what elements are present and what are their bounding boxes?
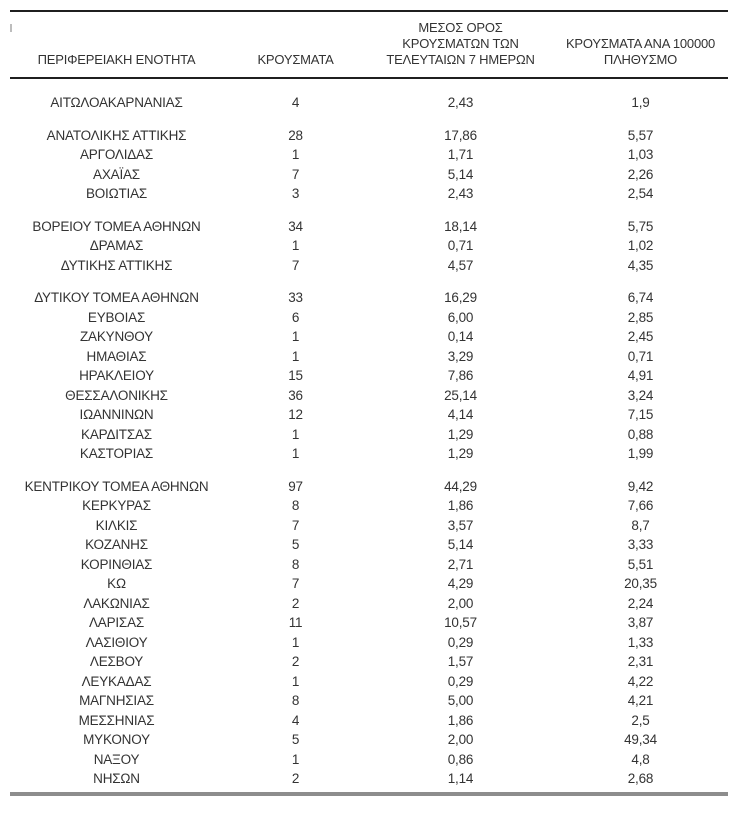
region-cell: ΑΝΑΤΟΛΙΚΗΣ ΑΤΤΙΚΗΣ	[46, 127, 187, 143]
per100k-cell: 9,42	[627, 478, 654, 494]
table-row	[10, 308, 728, 328]
column-header-label: ΚΡΟΥΣΜΑΤΑ	[257, 52, 334, 67]
avg7day-cell: 0,29	[447, 673, 474, 689]
column-header-regional-unit	[10, 52, 223, 73]
per100k-cell: 2,5	[631, 712, 650, 728]
cases-cell: 7	[291, 166, 300, 182]
cases-cell: 1	[291, 446, 300, 462]
avg7day-cell: 1,14	[447, 771, 474, 787]
region-cell: ΖΑΚΥΝΘΟΥ	[80, 329, 153, 345]
per100k-cell: 1,9	[631, 95, 650, 111]
cases-cell: 15	[288, 368, 303, 384]
avg7day-cell: 2,71	[447, 556, 474, 572]
region-cell: ΚΑΣΤΟΡΙΑΣ	[79, 446, 154, 462]
table-row	[10, 633, 728, 653]
cases-cell: 1	[291, 238, 300, 254]
per100k-cell: 3,33	[627, 537, 654, 553]
table-row	[10, 594, 728, 614]
avg7day-cell: 0,86	[447, 751, 474, 767]
avg7day-cell: 2,43	[447, 95, 474, 111]
region-cell: ΝΑΞΟΥ	[93, 751, 140, 767]
table-row	[10, 750, 728, 770]
region-cell: ΑΧΑΪΑΣ	[93, 166, 140, 182]
cases-cell: 5	[291, 732, 300, 748]
per100k-cell: 8,7	[631, 517, 650, 533]
region-cell: ΚΙΛΚΙΣ	[95, 517, 138, 533]
region-cell: ΔΡΑΜΑΣ	[89, 238, 144, 254]
region-cell: ΛΑΣΙΘΙΟΥ	[85, 634, 148, 650]
region-cell: ΚΩ	[107, 576, 126, 592]
avg7day-cell: 0,14	[447, 329, 474, 345]
per100k-cell: 7,66	[627, 498, 654, 514]
avg7day-cell: 2,43	[447, 186, 474, 202]
cases-cell: 7	[291, 576, 300, 592]
table-row	[10, 217, 728, 237]
column-header-label: ΜΕΣΟΣ ΟΡΟΣ ΚΡΟΥΣΜΑΤΩΝ ΤΩΝ ΤΕΛΕΥΤΑΙΩΝ 7 ΗΜΕΡΩΝ	[386, 20, 535, 67]
region-cell: ΛΑΚΩΝΙΑΣ	[83, 595, 150, 611]
per100k-cell: 4,8	[631, 751, 650, 767]
avg7day-cell: 7,86	[447, 368, 474, 384]
region-cell: ΑΡΓΟΛΙΔΑΣ	[79, 147, 154, 163]
table-row	[10, 496, 728, 516]
table-row	[10, 574, 728, 594]
per100k-cell: 1,02	[627, 238, 654, 254]
avg7day-cell: 1,86	[447, 712, 474, 728]
avg7day-cell: 18,14	[444, 218, 477, 234]
avg7day-cell: 5,00	[447, 693, 474, 709]
cases-cell: 4	[291, 95, 300, 111]
table-row	[10, 405, 728, 425]
table-body	[10, 79, 728, 789]
table-bottom-rule	[10, 792, 728, 796]
per100k-cell: 1,33	[627, 634, 654, 650]
table-row	[10, 444, 728, 464]
table-row	[10, 652, 728, 672]
per100k-cell: 4,22	[627, 673, 654, 689]
region-cell: ΜΑΓΝΗΣΙΑΣ	[79, 693, 154, 709]
per100k-cell: 4,91	[627, 368, 654, 384]
table-row	[10, 165, 728, 185]
per100k-cell: 1,03	[627, 147, 654, 163]
cases-cell: 1	[291, 751, 300, 767]
table-row	[10, 288, 728, 308]
cases-cell: 2	[291, 771, 300, 787]
table-row	[10, 366, 728, 386]
avg7day-cell: 1,29	[447, 446, 474, 462]
table-row	[10, 256, 728, 276]
per100k-cell: 3,87	[627, 615, 654, 631]
cases-cell: 28	[288, 127, 303, 143]
per100k-cell: 0,88	[627, 426, 654, 442]
region-cell: ΜΕΣΣΗΝΙΑΣ	[78, 712, 155, 728]
region-cell: ΙΩΑΝΝΙΝΩΝ	[79, 407, 154, 423]
cases-cell: 2	[291, 595, 300, 611]
avg7day-cell: 1,29	[447, 426, 474, 442]
region-cell: ΜΥΚΟΝΟΥ	[83, 732, 150, 748]
cases-cell: 11	[288, 615, 303, 631]
cases-cell: 8	[291, 498, 300, 514]
per100k-cell: 49,34	[624, 732, 657, 748]
table-row	[10, 386, 728, 406]
table-row	[10, 672, 728, 692]
table-row	[10, 555, 728, 575]
cases-cell: 1	[291, 147, 300, 163]
region-cell: ΑΙΤΩΛΟΑΚΑΡΝΑΝΙΑΣ	[50, 95, 183, 111]
cases-cell: 97	[288, 478, 303, 494]
per100k-cell: 5,57	[627, 127, 654, 143]
table-row	[10, 327, 728, 347]
region-cell: ΚΕΝΤΡΙΚΟΥ ΤΟΜΕΑ ΑΘΗΝΩΝ	[24, 478, 209, 494]
table-header-row	[10, 12, 728, 73]
region-cell: ΛΕΣΒΟΥ	[89, 654, 144, 670]
per100k-cell: 2,85	[627, 309, 654, 325]
table-row	[10, 613, 728, 633]
per100k-cell: 2,68	[627, 771, 654, 787]
avg7day-cell: 17,86	[444, 127, 477, 143]
avg7day-cell: 1,86	[447, 498, 474, 514]
table-row	[10, 477, 728, 497]
region-cell: ΛΕΥΚΑΔΑΣ	[81, 673, 152, 689]
avg7day-cell: 0,71	[447, 238, 474, 254]
cases-cell: 7	[291, 257, 300, 273]
region-cell: ΝΗΣΩΝ	[93, 771, 140, 787]
table-row	[10, 126, 728, 146]
group-spacer	[10, 113, 728, 126]
avg7day-cell: 4,57	[447, 257, 474, 273]
per100k-cell: 20,35	[624, 576, 657, 592]
avg7day-cell: 4,29	[447, 576, 474, 592]
table-row	[10, 236, 728, 256]
column-header-avg-7day	[368, 20, 553, 73]
per100k-cell: 5,51	[627, 556, 654, 572]
group-spacer	[10, 204, 728, 217]
cases-cell: 8	[291, 693, 300, 709]
table-row	[10, 535, 728, 555]
cases-cell: 1	[291, 673, 300, 689]
avg7day-cell: 3,29	[447, 348, 474, 364]
region-cell: ΛΑΡΙΣΑΣ	[88, 615, 145, 631]
cases-cell: 12	[288, 407, 303, 423]
region-cell: ΕΥΒΟΙΑΣ	[87, 309, 146, 325]
avg7day-cell: 3,57	[447, 517, 474, 533]
per100k-cell: 4,35	[627, 257, 654, 273]
region-cell: ΔΥΤΙΚΟΥ ΤΟΜΕΑ ΑΘΗΝΩΝ	[34, 290, 199, 306]
cases-cell: 36	[288, 387, 303, 403]
table-row	[10, 425, 728, 445]
table-row	[10, 730, 728, 750]
cases-cell: 1	[291, 348, 300, 364]
table-row	[10, 711, 728, 731]
cases-cell: 1	[291, 329, 300, 345]
table-row	[10, 93, 728, 113]
per100k-cell: 2,24	[627, 595, 654, 611]
avg7day-cell: 44,29	[444, 478, 477, 494]
per100k-cell: 4,21	[627, 693, 654, 709]
region-cell: ΒΟΡΕΙΟΥ ΤΟΜΕΑ ΑΘΗΝΩΝ	[32, 218, 201, 234]
group-spacer	[10, 464, 728, 477]
region-cell: ΗΡΑΚΛΕΙΟΥ	[79, 368, 154, 384]
cases-cell: 33	[288, 290, 303, 306]
avg7day-cell: 10,57	[444, 615, 477, 631]
per100k-cell: 2,54	[627, 186, 654, 202]
per100k-cell: 0,71	[627, 348, 654, 364]
table-row	[10, 769, 728, 789]
per100k-cell: 2,31	[627, 654, 654, 670]
table-row	[10, 184, 728, 204]
cases-cell: 6	[291, 309, 300, 325]
table-row	[10, 691, 728, 711]
column-header-cases	[223, 52, 368, 73]
per100k-cell: 2,26	[627, 166, 654, 182]
region-cell: ΚΕΡΚΥΡΑΣ	[82, 498, 151, 514]
region-cell: ΚΑΡΔΙΤΣΑΣ	[81, 426, 152, 442]
cases-cell: 5	[291, 537, 300, 553]
region-cell: ΚΟΡΙΝΘΙΑΣ	[80, 556, 153, 572]
avg7day-cell: 1,71	[447, 147, 474, 163]
avg7day-cell: 4,14	[447, 407, 474, 423]
cases-cell: 3	[291, 186, 300, 202]
cases-cell: 8	[291, 556, 300, 572]
cases-cell: 7	[291, 517, 300, 533]
cases-cell: 1	[291, 634, 300, 650]
avg7day-cell: 1,57	[447, 654, 474, 670]
avg7day-cell: 2,00	[447, 732, 474, 748]
avg7day-cell: 2,00	[447, 595, 474, 611]
table-row	[10, 347, 728, 367]
avg7day-cell: 6,00	[447, 309, 474, 325]
column-header-label: ΠΕΡΙΦΕΡΕΙΑΚΗ ΕΝΟΤΗΤΑ	[37, 52, 196, 67]
region-cell: ΚΟΖΑΝΗΣ	[85, 537, 148, 553]
cases-cell: 2	[291, 654, 300, 670]
per100k-cell: 1,99	[627, 446, 654, 462]
avg7day-cell: 0,29	[447, 634, 474, 650]
per100k-cell: 6,74	[627, 290, 654, 306]
cases-cell: 1	[291, 426, 300, 442]
column-header-label: ΚΡΟΥΣΜΑΤΑ ΑΝΑ 100000 ΠΛΗΘΥΣΜΟ	[565, 36, 716, 67]
avg7day-cell: 5,14	[447, 537, 474, 553]
cases-cell: 4	[291, 712, 300, 728]
region-cell: ΔΥΤΙΚΗΣ ΑΤΤΙΚΗΣ	[60, 257, 173, 273]
per100k-cell: 5,75	[627, 218, 654, 234]
per100k-cell: 3,24	[627, 387, 654, 403]
column-header-per-100k	[553, 36, 728, 73]
avg7day-cell: 25,14	[444, 387, 477, 403]
avg7day-cell: 16,29	[444, 290, 477, 306]
per100k-cell: 2,45	[627, 329, 654, 345]
table-row	[10, 145, 728, 165]
per100k-cell: 7,15	[627, 407, 654, 423]
region-cell: ΒΟΙΩΤΙΑΣ	[85, 186, 148, 202]
cases-cell: 34	[288, 218, 303, 234]
avg7day-cell: 5,14	[447, 166, 474, 182]
table-row	[10, 516, 728, 536]
group-spacer	[10, 275, 728, 288]
region-cell: ΘΕΣΣΑΛΟΝΙΚΗΣ	[65, 387, 168, 403]
region-cell: ΗΜΑΘΙΑΣ	[86, 348, 147, 364]
